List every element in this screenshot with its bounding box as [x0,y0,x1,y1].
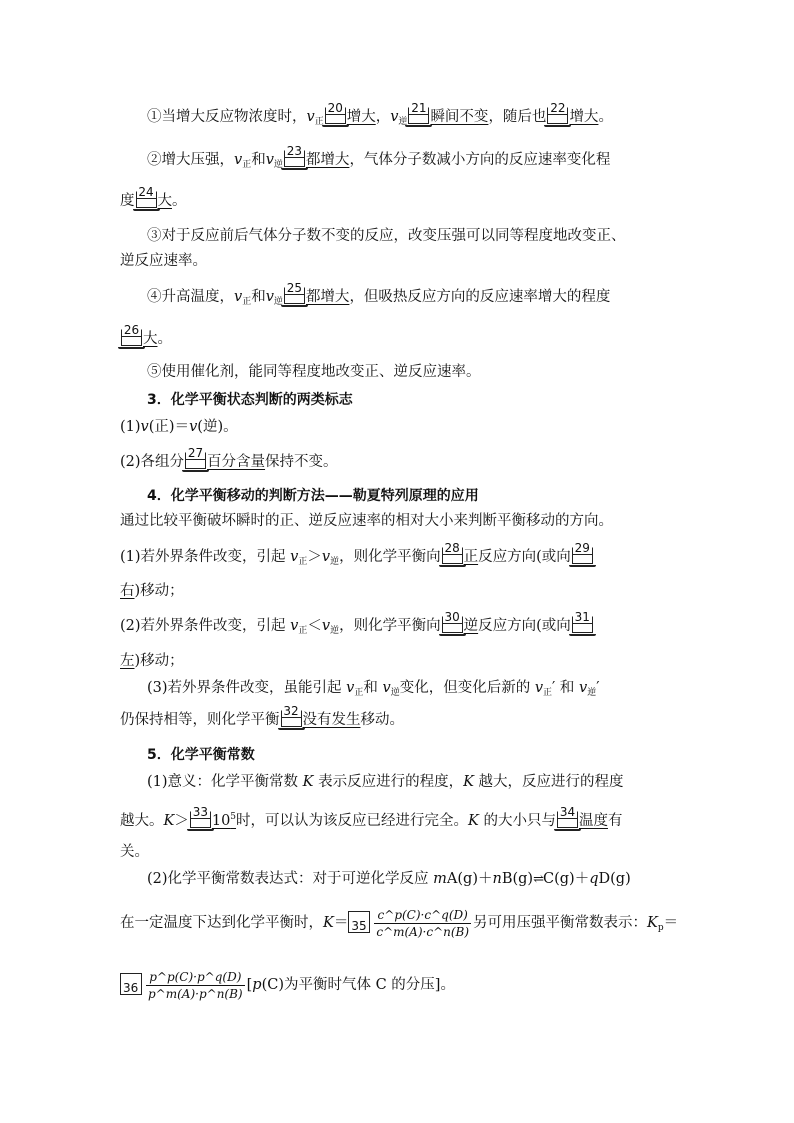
equilibrium-arrow-icon: ⇌ [533,872,543,887]
answer-box: 35 [348,911,370,933]
p4-line1: ④升高温度，$v_正$和$v_逆$ 25 都增大，但吸热反应方向的反应速率增大的程度 [147,281,611,307]
s5-3: 36 $\frac{p\^{}p(C)\cdot p\^{}q(D)}{p\^{}m(A)\cdot p\^{}n(B)}$ [p(C)为平衡时气体 C 的分压]。 [120,965,455,1005]
answer-box: 28 [442,547,463,564]
p1: ①当增大反应物浓度时，$v_正$ 20 增大，$v_逆$ 21 瞬间不变，随后也 22 增大。 [147,101,613,127]
s5-1-line1: (1)意义：化学平衡常数 K 表示反应进行的程度，K 越大，反应进行的程度 [147,774,624,790]
answer-box: 32 [281,710,302,727]
heading-4: 4．化学平衡移动的判断方法——勒夏特列原理的应用 [147,488,479,504]
p4-line2: 26 大。 [120,329,172,349]
s4-3-line1: (3)若外界条件改变，虽能引起 $v_正$和 $v_逆$变化，但变化后新的 $v_正'$ 和 $v_逆'$ [147,680,600,698]
s5-2-line2: 在一定温度下达到化学平衡时，K＝ 35 $\frac{c\^{}p(C)\cdot c\^{}q(D)}{c\^{}m(A)\cdot c\^{}n(B)}$ 另可用压强平衡常数表示：$K_p=$ [120,907,679,939]
answer-box: 34 [557,811,578,828]
answer-box: 24 [136,191,157,208]
answer-box: 22 [547,107,568,124]
answer-box: 25 [284,287,305,304]
answer-box: 21 [408,107,429,124]
answer-box: 33 [190,811,211,828]
answer-box: 20 [325,107,346,124]
kp-fraction: $\frac{p\^{}p(C)\cdot p\^{}q(D)}{p\^{}m(A)\cdot p\^{}n(B)}$ [148,969,243,1001]
answer-box: 23 [284,150,305,167]
s5-1-line2: 越大。K＞ 33 $10^5$时，可以认为该反应已经进行完全。K 的大小只与 34 温度有 [120,804,623,829]
s5-2-line1: (2)化学平衡常数表达式：对于可逆化学反应 mA(g)＋nB(g)⇌C(g)＋qD(g) [147,871,631,887]
s3-1: (1)v(正)＝v(逆)。 [120,419,238,435]
p3-line1: ③对于反应前后气体分子数不变的反应，改变压强可以同等程度地改变正、 [147,228,626,244]
s4-3-line2: 仍保持相等，则化学平衡 32 没有发生移动。 [120,704,404,728]
s4-2-line2: 左)移动； [120,653,184,669]
heading-5: 5．化学平衡常数 [147,747,255,763]
s3-2: (2)各组分 27 百分含量保持不变。 [120,446,338,470]
s4-0: 通过比较平衡破坏瞬时的正、逆反应速率的相对大小来判断平衡移动的方向。 [120,513,613,529]
s4-2-line1: (2)若外界条件改变，引起 $v_正<v_逆$，则化学平衡向 30 逆反应方向(或向 31 [120,616,594,641]
answer-box: 31 [572,616,593,633]
s4-1-line1: (1)若外界条件改变，引起 $v_正>v_逆$，则化学平衡向 28 正反应方向(或向 29 [120,547,594,572]
answer-box: 29 [572,547,593,564]
p3-line2: 逆反应速率。 [120,253,207,269]
answer-box: 26 [121,329,142,346]
p2-line1: ②增大压强，$v_正$和$v_逆$ 23 都增大，气体分子数减小方向的反应速率变化程 [147,144,611,170]
p5: ⑤使用催化剂，能同等程度地改变正、逆反应速率。 [147,364,481,380]
s5-1-line3: 关。 [120,844,149,860]
kc-fraction: $\frac{c\^{}p(C)\cdot c\^{}q(D)}{c\^{}m(A)\cdot c\^{}n(B)}$ [376,907,470,939]
s4-1-line2: 右)移动； [120,583,184,599]
answer-box: 30 [442,616,463,633]
heading-3: 3．化学平衡状态判断的两类标志 [147,392,353,408]
answer-box: 27 [185,452,206,469]
p2-line2: 度 24 大。 [120,185,187,209]
answer-box: 36 [120,973,142,995]
